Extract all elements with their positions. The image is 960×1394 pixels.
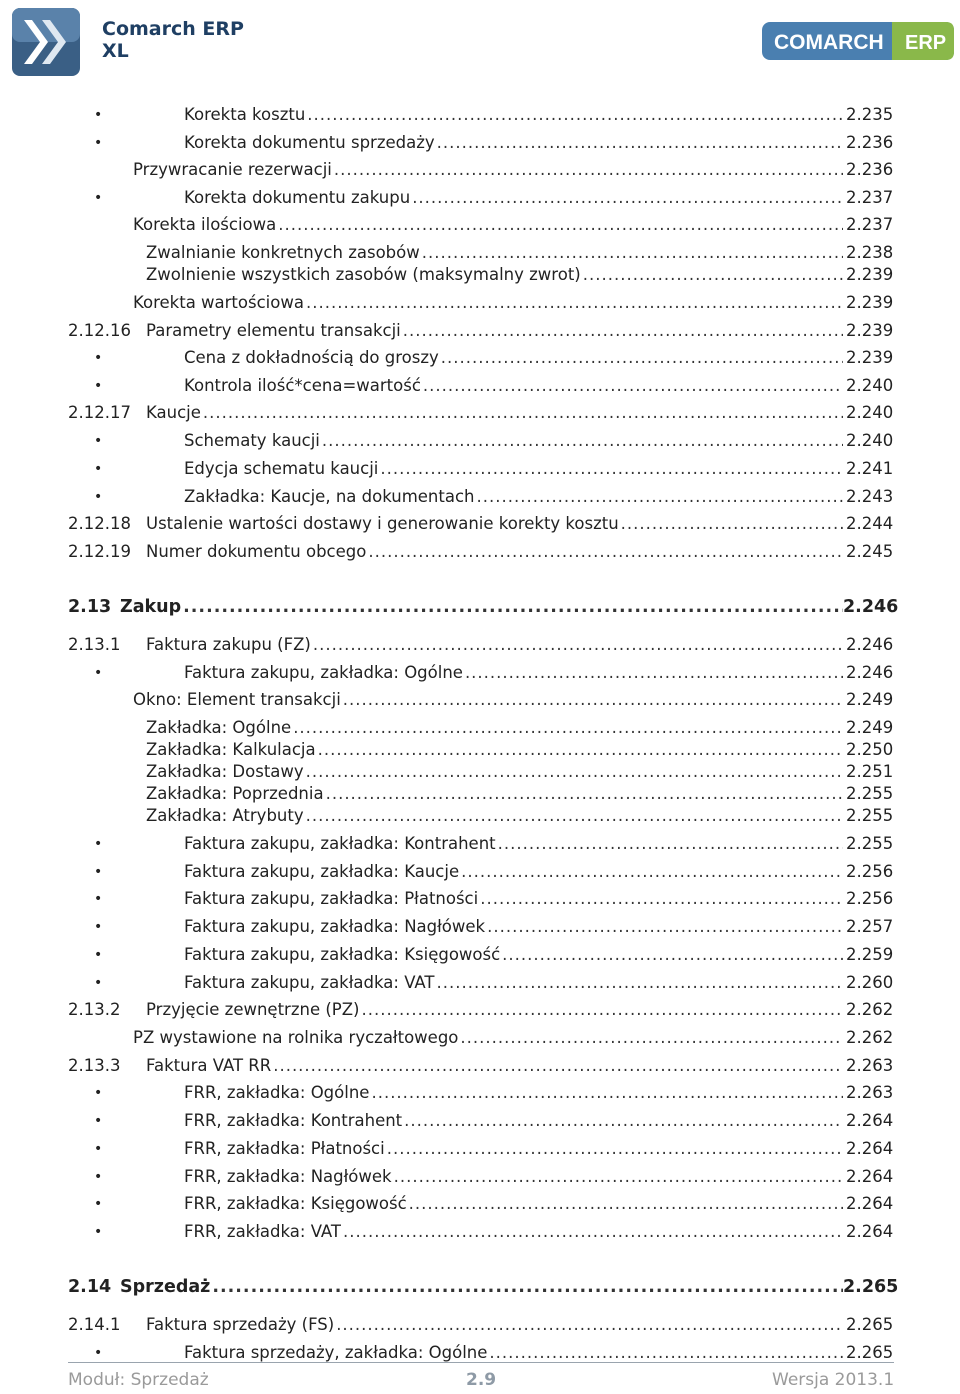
toc-entry-page: 2.246 bbox=[843, 597, 899, 617]
toc-entry-number: 2.12.16 bbox=[68, 321, 131, 340]
toc-entry-title: Faktura sprzedaży, zakładka: Ogólne bbox=[184, 1343, 488, 1362]
toc-entry-title: Korekta dokumentu zakupu bbox=[184, 188, 411, 207]
toc-entry-number: 2.14 bbox=[68, 1277, 112, 1297]
toc-entry-title: Zakup bbox=[120, 597, 182, 617]
toc-dot-leader bbox=[183, 596, 843, 618]
toc-entry[interactable] bbox=[0, 1221, 960, 1243]
toc-entry[interactable] bbox=[0, 1166, 960, 1188]
toc-entry-title: Zakładka: Poprzednia bbox=[146, 784, 324, 803]
toc-entry[interactable] bbox=[0, 972, 960, 994]
toc-entry[interactable] bbox=[0, 1082, 960, 1104]
toc-dot-leader bbox=[423, 375, 843, 397]
bullet-icon: • bbox=[94, 1224, 103, 1240]
toc-entry-title: Korekta kosztu bbox=[184, 105, 306, 124]
bullet-icon: • bbox=[94, 107, 103, 123]
toc-entry[interactable] bbox=[0, 662, 960, 684]
toc-dot-leader bbox=[477, 486, 844, 508]
toc-dot-leader bbox=[437, 972, 843, 994]
toc-entry-title: Faktura zakupu, zakładka: Kontrahent bbox=[184, 834, 496, 853]
toc-entry-page: 2.239 bbox=[846, 293, 894, 312]
toc-entry-title: Sprzedaż bbox=[120, 1277, 211, 1297]
toc-entry-number: 2.12.18 bbox=[68, 514, 131, 533]
toc-entry-title: Schematy kaucji bbox=[184, 431, 320, 450]
toc-entry-title: PZ wystawione na rolnika ryczałtowego bbox=[133, 1028, 459, 1047]
toc-entry-title: Zwolnienie wszystkich zasobów (maksymalny zwrot) bbox=[146, 265, 581, 284]
toc-entry-title: Ustalenie wartości dostawy i generowanie korekty kosztu bbox=[146, 514, 619, 533]
bullet-icon: • bbox=[94, 190, 103, 206]
toc-entry-title: Korekta dokumentu sprzedaży bbox=[184, 133, 435, 152]
toc-dot-leader bbox=[343, 1221, 843, 1243]
toc-entry[interactable] bbox=[0, 861, 960, 883]
toc-dot-leader bbox=[404, 1110, 843, 1132]
toc-entry-title: Numer dokumentu obcego bbox=[146, 542, 367, 561]
toc-entry-number: 2.12.17 bbox=[68, 403, 131, 422]
toc-dot-leader bbox=[371, 1082, 843, 1104]
toc-dot-leader bbox=[326, 783, 843, 805]
toc-entry[interactable] bbox=[0, 132, 960, 154]
toc-dot-leader bbox=[461, 861, 843, 883]
toc-entry[interactable] bbox=[0, 1055, 960, 1077]
toc-entry-title: Parametry elementu transakcji bbox=[146, 321, 401, 340]
toc-dot-leader bbox=[480, 888, 843, 910]
bullet-icon: • bbox=[94, 891, 103, 907]
toc-entry[interactable] bbox=[0, 458, 960, 480]
toc-entry-page: 2.263 bbox=[846, 1083, 894, 1102]
toc-entry-title: Faktura zakupu, zakładka: Płatności bbox=[184, 889, 479, 908]
toc-entry-page: 2.244 bbox=[846, 514, 894, 533]
toc-dot-leader bbox=[368, 541, 843, 563]
toc-entry-page: 2.240 bbox=[846, 376, 894, 395]
toc-dot-leader bbox=[203, 402, 843, 424]
toc-entry[interactable] bbox=[0, 916, 960, 938]
toc-dot-leader bbox=[273, 1055, 843, 1077]
toc-dot-leader bbox=[465, 662, 843, 684]
toc-entry-page: 2.241 bbox=[846, 459, 894, 478]
bullet-icon: • bbox=[94, 135, 103, 151]
bullet-icon: • bbox=[94, 461, 103, 477]
toc-entry-page: 2.264 bbox=[846, 1194, 894, 1213]
toc-dot-leader bbox=[403, 320, 843, 342]
toc-entry[interactable] bbox=[0, 1276, 960, 1298]
toc-entry-title: FRR, zakładka: VAT bbox=[184, 1222, 342, 1241]
bullet-icon: • bbox=[94, 378, 103, 394]
toc-entry[interactable] bbox=[0, 104, 960, 126]
toc-entry-page: 2.264 bbox=[846, 1222, 894, 1241]
toc-entry-title: FRR, zakładka: Ogólne bbox=[184, 1083, 370, 1102]
toc-entry[interactable] bbox=[0, 805, 960, 827]
toc-entry-title: Faktura zakupu, zakładka: Nagłówek bbox=[184, 917, 486, 936]
toc-entry-page: 2.256 bbox=[846, 862, 894, 881]
toc-entry-page: 2.238 bbox=[846, 243, 894, 262]
toc-entry[interactable] bbox=[0, 833, 960, 855]
toc-entry[interactable] bbox=[0, 634, 960, 656]
toc-entry-page: 2.264 bbox=[846, 1167, 894, 1186]
toc-entry[interactable] bbox=[0, 214, 960, 236]
bullet-icon: • bbox=[94, 975, 103, 991]
toc-entry-title: FRR, zakładka: Nagłówek bbox=[184, 1167, 392, 1186]
toc-entry[interactable] bbox=[0, 375, 960, 397]
brand-title-line1: Comarch ERP bbox=[102, 18, 244, 40]
toc-entry-page: 2.265 bbox=[846, 1343, 894, 1362]
toc-entry-title: Faktura zakupu, zakładka: VAT bbox=[184, 973, 435, 992]
logo-right-main-text: COMARCH bbox=[774, 31, 884, 54]
toc-entry[interactable] bbox=[0, 430, 960, 452]
bullet-icon: • bbox=[94, 489, 103, 505]
toc-dot-leader bbox=[313, 634, 843, 656]
toc-entry-title: FRR, zakładka: Płatności bbox=[184, 1139, 385, 1158]
toc-entry-page: 2.265 bbox=[843, 1277, 899, 1297]
toc-dot-leader bbox=[306, 761, 843, 783]
toc-entry-title: Faktura zakupu, zakładka: Księgowość bbox=[184, 945, 501, 964]
toc-entry-number: 2.13.1 bbox=[68, 635, 121, 654]
toc-entry-number: 2.13.2 bbox=[68, 1000, 121, 1019]
toc-entry[interactable] bbox=[0, 187, 960, 209]
toc-entry[interactable] bbox=[0, 717, 960, 739]
footer-module: Moduł: Sprzedaż bbox=[68, 1370, 209, 1390]
toc-dot-leader bbox=[441, 347, 843, 369]
toc-entry-page: 2.239 bbox=[846, 321, 894, 340]
toc-dot-leader bbox=[412, 187, 843, 209]
toc-dot-leader bbox=[336, 1314, 843, 1336]
toc-entry-title: Przywracanie rezerwacji bbox=[133, 160, 332, 179]
toc-dot-leader bbox=[318, 739, 843, 761]
toc-entry-page: 2.240 bbox=[846, 431, 894, 450]
toc-entry-title: Zakładka: Ogólne bbox=[146, 718, 292, 737]
toc-entry-title: Edycja schematu kaucji bbox=[184, 459, 379, 478]
toc-entry[interactable] bbox=[0, 761, 960, 783]
toc-dot-leader bbox=[460, 1027, 843, 1049]
toc-entry[interactable] bbox=[0, 1027, 960, 1049]
toc-entry-page: 2.249 bbox=[846, 718, 894, 737]
toc-dot-leader bbox=[409, 1193, 843, 1215]
toc-entry-title: FRR, zakładka: Księgowość bbox=[184, 1194, 407, 1213]
toc-entry-page: 2.255 bbox=[846, 806, 894, 825]
bullet-icon: • bbox=[94, 836, 103, 852]
toc-entry-title: Cena z dokładnością do groszy bbox=[184, 348, 439, 367]
toc-entry[interactable] bbox=[0, 689, 960, 711]
toc-entry[interactable] bbox=[0, 739, 960, 761]
toc-entry-page: 2.255 bbox=[846, 834, 894, 853]
logo-right-tag-text: ERP bbox=[905, 32, 947, 54]
toc-entry-title: Okno: Element transakcji bbox=[133, 690, 341, 709]
footer-page-number: 2.9 bbox=[466, 1370, 497, 1390]
toc-entry-number: 2.13.3 bbox=[68, 1056, 121, 1075]
bullet-icon: • bbox=[94, 350, 103, 366]
toc-dot-leader bbox=[306, 292, 843, 314]
toc-dot-leader bbox=[394, 1166, 843, 1188]
toc-entry[interactable] bbox=[0, 1138, 960, 1160]
brand-title-line2: XL bbox=[102, 40, 129, 62]
bullet-icon: • bbox=[94, 1085, 103, 1101]
toc-entry[interactable] bbox=[0, 888, 960, 910]
bullet-icon: • bbox=[94, 1113, 103, 1129]
toc-dot-leader bbox=[361, 999, 843, 1021]
toc-entry[interactable] bbox=[0, 1193, 960, 1215]
toc-entry[interactable] bbox=[0, 1342, 960, 1364]
bullet-icon: • bbox=[94, 919, 103, 935]
toc-entry-number: 2.14.1 bbox=[68, 1315, 121, 1334]
toc-entry-page: 2.245 bbox=[846, 542, 894, 561]
toc-entry[interactable] bbox=[0, 1314, 960, 1336]
toc-entry[interactable] bbox=[0, 242, 960, 264]
toc-entry-title: Zwalnianie konkretnych zasobów bbox=[146, 243, 420, 262]
toc-entry-page: 2.239 bbox=[846, 265, 894, 284]
toc-entry[interactable] bbox=[0, 159, 960, 181]
toc-entry-page: 2.265 bbox=[846, 1315, 894, 1334]
toc-entry-title: Zakładka: Kaucje, na dokumentach bbox=[184, 487, 475, 506]
toc-entry[interactable] bbox=[0, 541, 960, 563]
toc-entry-title: Zakładka: Kalkulacja bbox=[146, 740, 316, 759]
bullet-icon: • bbox=[94, 1196, 103, 1212]
toc-entry-page: 2.239 bbox=[846, 348, 894, 367]
toc-entry-title: Kontrola ilość*cena=wartość bbox=[184, 376, 421, 395]
footer-version: Wersja 2013.1 bbox=[772, 1370, 895, 1390]
toc-entry[interactable] bbox=[0, 783, 960, 805]
toc-dot-leader bbox=[322, 430, 843, 452]
toc-entry[interactable] bbox=[0, 999, 960, 1021]
toc-dot-leader bbox=[502, 944, 843, 966]
toc-dot-leader bbox=[387, 1138, 843, 1160]
toc-entry-page: 2.255 bbox=[846, 784, 894, 803]
toc-dot-leader bbox=[306, 805, 843, 827]
toc-entry-page: 2.240 bbox=[846, 403, 894, 422]
toc-entry[interactable] bbox=[0, 596, 960, 618]
toc-entry[interactable] bbox=[0, 513, 960, 535]
toc-entry-page: 2.237 bbox=[846, 188, 894, 207]
bullet-icon: • bbox=[94, 864, 103, 880]
toc-entry-page: 2.250 bbox=[846, 740, 894, 759]
bullet-icon: • bbox=[94, 433, 103, 449]
toc-entry-page: 2.236 bbox=[846, 160, 894, 179]
toc-entry-page: 2.264 bbox=[846, 1139, 894, 1158]
toc-entry[interactable] bbox=[0, 347, 960, 369]
toc-entry[interactable] bbox=[0, 292, 960, 314]
toc-entry-number: 2.12.19 bbox=[68, 542, 131, 561]
toc-entry-title: FRR, zakładka: Kontrahent bbox=[184, 1111, 403, 1130]
toc-entry-title: Korekta wartościowa bbox=[133, 293, 304, 312]
toc-entry-title: Zakładka: Dostawy bbox=[146, 762, 304, 781]
toc-entry-number: 2.13 bbox=[68, 597, 112, 617]
toc-entry-page: 2.263 bbox=[846, 1056, 894, 1075]
toc-entry-title: Faktura VAT RR bbox=[146, 1056, 272, 1075]
toc-entry-page: 2.251 bbox=[846, 762, 894, 781]
toc-entry[interactable] bbox=[0, 486, 960, 508]
toc-entry-page: 2.256 bbox=[846, 889, 894, 908]
bullet-icon: • bbox=[94, 665, 103, 681]
toc-dot-leader bbox=[489, 1342, 843, 1364]
toc-entry-page: 2.236 bbox=[846, 133, 894, 152]
bullet-icon: • bbox=[94, 1345, 103, 1361]
toc-dot-leader bbox=[278, 214, 843, 236]
bullet-icon: • bbox=[94, 947, 103, 963]
toc-entry-page: 2.264 bbox=[846, 1111, 894, 1130]
toc-dot-leader bbox=[212, 1276, 843, 1298]
toc-dot-leader bbox=[621, 513, 843, 535]
toc-entry-page: 2.262 bbox=[846, 1028, 894, 1047]
toc-entry-page: 2.235 bbox=[846, 105, 894, 124]
toc-dot-leader bbox=[334, 159, 843, 181]
toc-entry-page: 2.246 bbox=[846, 663, 894, 682]
toc-entry-title: Przyjęcie zewnętrzne (PZ) bbox=[146, 1000, 360, 1019]
toc-entry-title: Zakładka: Atrybuty bbox=[146, 806, 304, 825]
toc-dot-leader bbox=[422, 242, 843, 264]
toc-entry-title: Faktura zakupu, zakładka: Kaucje bbox=[184, 862, 460, 881]
toc-entry-title: Faktura zakupu (FZ) bbox=[146, 635, 311, 654]
toc-entry-page: 2.243 bbox=[846, 487, 894, 506]
toc-dot-leader bbox=[343, 689, 843, 711]
toc-entry[interactable] bbox=[0, 1110, 960, 1132]
toc-dot-leader bbox=[380, 458, 843, 480]
toc-entry-title: Kaucje bbox=[146, 403, 201, 422]
toc-entry[interactable] bbox=[0, 264, 960, 286]
bullet-icon: • bbox=[94, 1141, 103, 1157]
toc-entry-page: 2.260 bbox=[846, 973, 894, 992]
toc-entry[interactable] bbox=[0, 944, 960, 966]
toc-dot-leader bbox=[437, 132, 843, 154]
toc-entry-title: Faktura sprzedaży (FS) bbox=[146, 1315, 335, 1334]
toc-entry-page: 2.237 bbox=[846, 215, 894, 234]
toc-dot-leader bbox=[487, 916, 843, 938]
toc-dot-leader bbox=[307, 104, 843, 126]
toc-entry[interactable] bbox=[0, 402, 960, 424]
footer-divider bbox=[68, 1362, 894, 1363]
toc-entry-title: Faktura zakupu, zakładka: Ogólne bbox=[184, 663, 463, 682]
toc-dot-leader bbox=[293, 717, 843, 739]
toc-entry-page: 2.257 bbox=[846, 917, 894, 936]
toc-entry-page: 2.249 bbox=[846, 690, 894, 709]
toc-entry-page: 2.262 bbox=[846, 1000, 894, 1019]
toc-dot-leader bbox=[498, 833, 843, 855]
toc-entry-page: 2.246 bbox=[846, 635, 894, 654]
bullet-icon: • bbox=[94, 1169, 103, 1185]
toc-dot-leader bbox=[583, 264, 843, 286]
toc-entry[interactable] bbox=[0, 320, 960, 342]
toc-entry-title: Korekta ilościowa bbox=[133, 215, 277, 234]
toc-entry-page: 2.259 bbox=[846, 945, 894, 964]
